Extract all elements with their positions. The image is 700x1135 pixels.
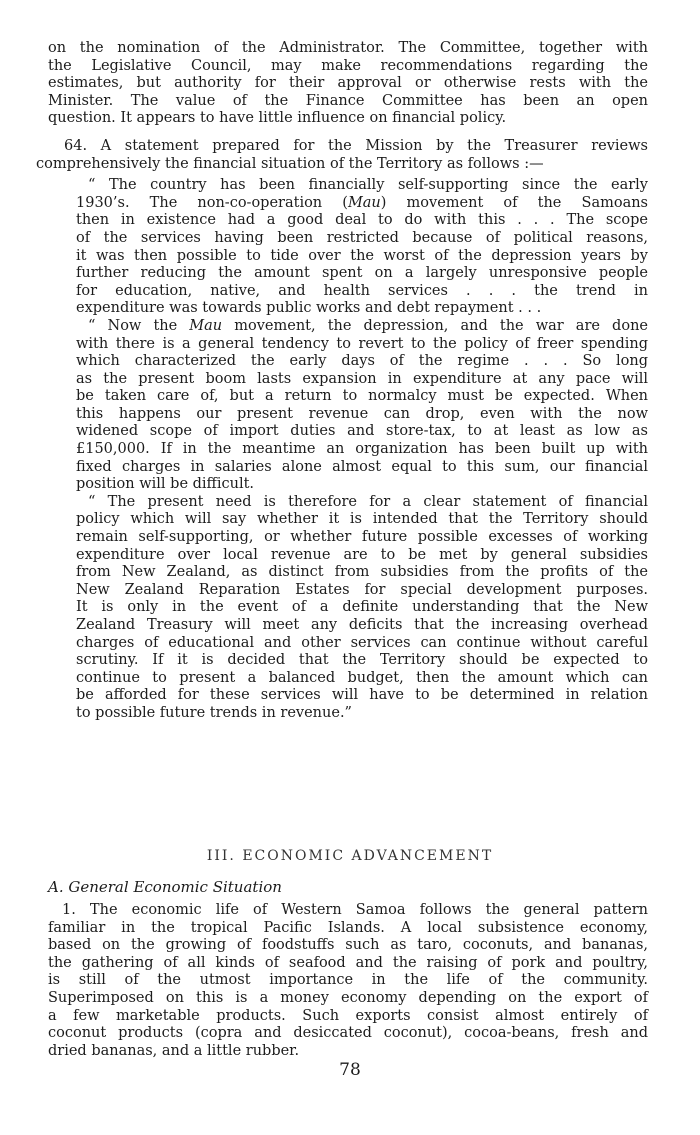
text-line: 64. A statement prepared for the Mission by the Treasurer reviews [64,137,648,154]
text-line: the Legislative Council, may make recommendations regarding the [48,57,648,74]
text-line: New Zealand Reparation Estates for special development purposes. [76,581,648,598]
paragraph-economic-life [48,902,648,1060]
text-line: charges of educational and other services can continue without careful [76,634,648,651]
text-line: policy which will say whether it is intended that the Territory should [76,511,648,528]
document-body [36,40,648,723]
sub-heading: A. General Economic Situation [48,878,282,896]
text-line: continue to present a balanced budget, then the amount which can [76,669,648,686]
text-line: be taken care of, but a return to normalcy must be expected. When [76,388,648,405]
text-line: dried bananas, and a little rubber. [48,1042,300,1059]
text-line: of the services having been restricted because of political reasons, [76,229,648,246]
text-line: for education, native, and health services . . . the trend in [76,282,648,299]
quote-paragraph-1 [48,177,648,318]
text-line: scrutiny. If it is decided that the Territory should be expected to [76,652,648,669]
text-line: estimates, but authority for their approval or otherwise rests with the [48,75,648,92]
quote-paragraph-2 [48,318,648,494]
text-line: “ Now the Mau movement, the depression, and the war are done [88,317,648,334]
text-line: widened scope of import duties and store-tax, to at least as low as [76,423,648,440]
text-line: remain self-supporting, or whether future possible excesses of working [76,529,648,546]
text-line: to possible future trends in revenue.” [76,704,352,721]
text-line: fixed charges in salaries alone almost equal to this sum, our financial [76,458,648,475]
paragraph-committee [48,40,648,128]
section-heading: III. ECONOMIC ADVANCEMENT [206,848,494,864]
text-line: based on the growing of foodstuffs such as taro, coconuts, and bananas, [48,937,648,954]
text-line: familiar in the tropical Pacific Islands. A local subsistence economy, [48,919,648,936]
page-number: 78 [339,1060,361,1080]
text-line: “ The present need is therefore for a clear statement of financial [88,493,648,510]
text-line: comprehensively the financial situation of the Territory as follows :— [36,155,544,172]
treasurer-quote [48,177,648,722]
text-line: is still of the utmost importance in the life of the community. [48,972,648,989]
quote-paragraph-3 [48,494,648,723]
text-line: be afforded for these services will have to be determined in relation [76,687,648,704]
text-line: It is only in the event of a definite understanding that the New [76,599,648,616]
text-line: as the present boom lasts expansion in expenditure at any pace will [76,370,648,387]
economic-paragraph [48,902,648,1060]
text-line: 1. The economic life of Western Samoa follows the general pattern [62,902,648,918]
text-line: £150,000. If in the meantime an organization has been built up with [76,441,648,458]
text-line: this happens our present revenue can drop, even with the now [76,405,648,422]
text-line: question. It appears to have little influence on financial policy. [48,110,507,127]
text-line: then in existence had a good deal to do with this . . . The scope [76,212,648,229]
text-line: position will be difficult. [76,476,255,493]
text-line: from New Zealand, as distinct from subsidies from the profits of the [76,564,648,581]
text-line: further reducing the amount spent on a largely unresponsive people [76,265,648,282]
text-line: 1930’s. The non-co-operation (Mau) movement of the Samoans [76,194,648,211]
text-line: with there is a general tendency to revert to the policy of freer spending [76,335,648,352]
text-line: it was then possible to tide over the worst of the depression years by [76,247,648,264]
text-line: “ The country has been financially self-supporting since the early [88,177,648,194]
text-line: Zealand Treasury will meet any deficits that the increasing overhead [76,617,648,633]
text-line: Minister. The value of the Finance Committee has been an open [48,92,648,109]
text-line: coconut products (copra and desiccated coconut), cocoa-beans, fresh and [48,1025,648,1042]
paragraph-64 [36,137,648,173]
text-line: which characterized the early days of the regime . . . So long [76,353,648,370]
text-line: Superimposed on this is a money economy depending on the export of [48,989,648,1006]
text-line: on the nomination of the Administrator. The Committee, together with [48,40,648,56]
text-line: expenditure was towards public works and debt repayment . . . [76,300,542,317]
text-line: the gathering of all kinds of seafood and the raising of pork and poultry, [48,954,648,971]
text-line: a few marketable products. Such exports consist almost entirely of [48,1007,648,1024]
text-line: expenditure over local revenue are to be met by general subsidies [76,546,648,563]
